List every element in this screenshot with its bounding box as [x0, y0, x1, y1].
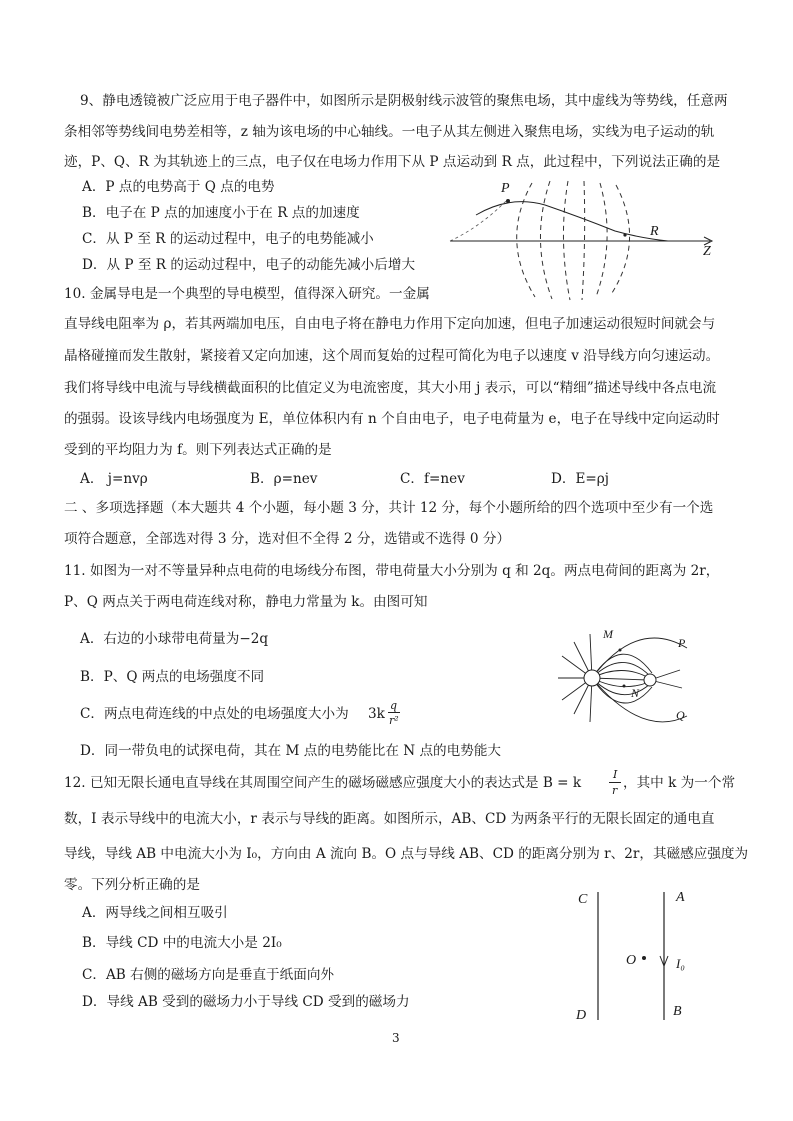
q11-label-n: N [631, 686, 640, 700]
q10-stem-line-5: 的强弱。设该导线内电场强度为 E，单位体积内有 n 个自由电子，电子电荷量为 e，电子在导线中定向运动时 [64, 411, 720, 427]
q11-label-m: M [603, 627, 613, 641]
q12-formula-numerator: I [613, 768, 618, 781]
q9-option-a: A．P 点的电势高于 Q 点的电势 [82, 179, 275, 195]
q10-option-a: A． j=nvρ [80, 471, 148, 487]
q11-option-c-coefficient: 3k [368, 706, 385, 722]
q10-stem-line-2: 直导线电阻率为 ρ，若其两端加电压，自由电子将在静电力作用下定向加速，但电子加速运动很短时间就会与 [64, 316, 716, 332]
q11-option-c-denominator: r² [389, 714, 399, 727]
section-2-heading-line-2: 项符合题意，全部选对得 3 分，选对但不全得 2 分，选错或不选得 0 分） [64, 531, 511, 547]
q10-option-b: B．ρ=nev [250, 471, 318, 487]
q12-option-c: C．AB 右侧的磁场方向是垂直于纸面向外 [82, 967, 335, 983]
q12-label-b: B [673, 1004, 682, 1019]
q9-option-c: C．从 P 至 R 的运动过程中，电子的电势能减小 [82, 231, 374, 247]
q12-label-o: O [626, 953, 637, 968]
q12-stem-line-2: 数，I 表示导线中的电流大小，r 表示与导线的距离。如图所示，AB、CD 为两条平行的无限长固定的通电直 [64, 811, 715, 827]
q11-stem-line-2: P、Q 两点关于两电荷连线对称，静电力常量为 k。由图可知 [64, 594, 428, 610]
q12-option-d: D．导线 AB 受到的磁场力小于导线 CD 受到的磁场力 [82, 994, 410, 1010]
q9-option-d: D．从 P 至 R 的运动过程中，电子的动能先减小后增大 [82, 257, 416, 273]
q9-option-b: B．电子在 P 点的加速度小于在 R 点的加速度 [82, 205, 360, 221]
q9-stem-line-1: 9、静电透镜被广泛应用于电子器件中，如图所示是阴极射线示波管的聚焦电场，其中虚线为等势线，任意两 [80, 93, 728, 109]
q11-label-q: Q [676, 708, 685, 722]
q12-label-d: D [576, 1008, 587, 1023]
q9-label-p: P [501, 181, 510, 196]
q10-stem-line-4: 我们将导线中电流与导线横截面积的比值定义为电流密度，其大小用 j 表示，可以“精细”描述导线中各点电流 [64, 380, 717, 396]
q9-label-r: R [650, 224, 659, 239]
q12-stem-line-1b: ，其中 k 为一个常 [623, 775, 736, 791]
q11-option-c-numerator: q [390, 699, 398, 712]
section-2-heading-line-1: 二 、多项选择题（本大题共 4 个小题，每小题 3 分，共计 12 分，每个小题所给的四个选项中至少有一个选 [64, 500, 714, 516]
q10-stem-line-3: 晶格碰撞而发生散射，紧接着又定向加速，这个周而复始的过程可简化为电子以速度 v 沿导线方向匀速运动。 [64, 348, 720, 364]
q11-option-c: C．两点电荷连线的中点处的电场强度大小为 [80, 706, 349, 722]
q10-option-c: C．f=nev [400, 471, 465, 487]
q10-stem-line-6: 受到的平均阻力为 f。则下列表达式正确的是 [64, 442, 332, 458]
q12-label-a: A [676, 890, 685, 905]
q11-option-d: D．同一带负电的试探电荷，其在 M 点的电势能比在 N 点的电势能大 [80, 743, 502, 759]
q12-label-current: I₀ [676, 956, 685, 971]
q9-focusing-field-figure [440, 175, 730, 305]
q9-stem-line-3: 迹，P、Q、R 为其轨迹上的三点，电子仅在电场力作用下从 P 点运动到 R 点，此过程中，下列说法正确的是 [64, 154, 721, 170]
q12-option-a: A．两导线之间相互吸引 [82, 905, 228, 921]
q12-label-c: C [578, 892, 588, 907]
q12-option-b: B．导线 CD 中的电流大小是 2I₀ [82, 935, 282, 951]
q12-stem-line-3: 导线，导线 AB 中电流大小为 I₀，方向由 A 流向 B。O 点与导线 AB、CD 的距离分别为 r、2r，其磁感应强度为 [64, 846, 749, 862]
q11-option-b: B．P、Q 两点的电场强度不同 [80, 669, 265, 685]
q12-stem-line-1a: 12. 已知无限长通电直导线在其周围空间产生的磁场磁感应强度大小的表达式是 B = k [64, 775, 582, 791]
q12-formula-denominator: r [612, 784, 618, 797]
q12-stem-line-4: 零。下列分析正确的是 [64, 877, 200, 893]
q11-label-p: P [678, 636, 686, 650]
q11-stem-line-1: 11. 如图为一对不等量异种点电荷的电场线分布图，带电荷量大小分别为 q 和 2q。两点电荷间的距离为 2r， [64, 563, 720, 579]
q9-stem-line-2: 条相邻等势线间电势差相等，z 轴为该电场的中心轴线。一电子从其左侧进入聚焦电场，实线为电子运动的轨 [64, 124, 715, 140]
q10-stem-line-1: 10. 金属导电是一个典型的导电模型，值得深入研究。一金属 [64, 286, 430, 302]
q11-option-a: A．右边的小球带电荷量为−2q [80, 631, 269, 647]
q10-option-d: D．E=ρj [551, 471, 610, 487]
page-number: 3 [392, 1031, 400, 1045]
q9-label-z: Z [703, 244, 711, 259]
